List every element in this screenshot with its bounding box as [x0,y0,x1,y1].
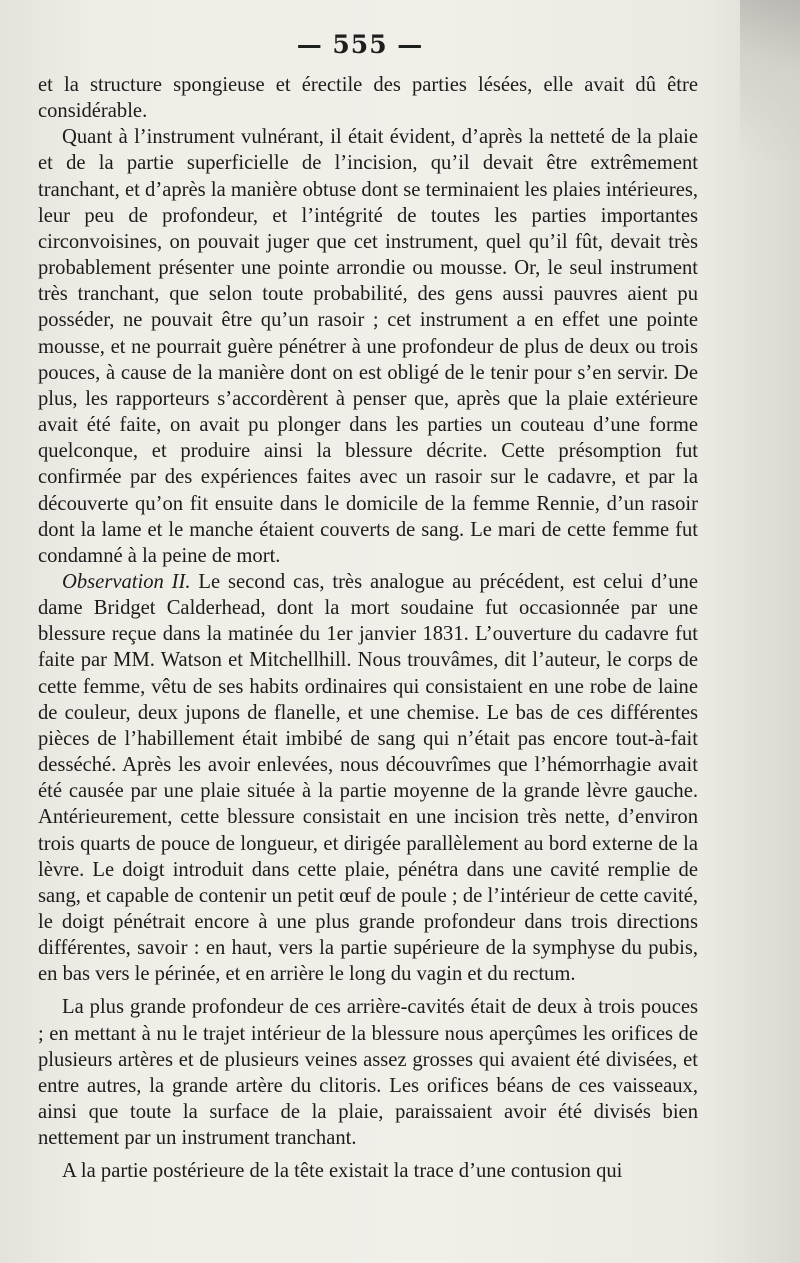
page-number: — 555 — [296,30,424,59]
body-text [38,72,698,1185]
paragraph-contusion: A la partie postérieure de la tête existait la trace d’une contusion qui [62,1160,623,1183]
paragraph-observation-2 [38,569,698,988]
paragraph-continuation: et la structure spongieuse et érectile des parties lésées, elle avait dû être considérable. [38,74,698,123]
paragraph-instrument: Quant à l’instrument vulnérant, il était évident, d’après la netteté de la plaie et de la partie superficielle de l’incision, qu’il devait être extrêmement tranchant, et d’après la manière obtuse dont se terminaient les plaies intérieures, leur peu de profondeur, et l’intégrité de toutes les parties importantes circonvoisines, on pouvait juger que cet instrument, quel qu’il fût, devait très probablement présenter une pointe arrondie ou mousse. Or, le seul instrument très tranchant, que selon toute probabilité, des gens aussi pauvres aient pu posséder, ne pouvait être qu’un rasoir ; cet instrument a en effet une pointe mousse, et ne pourrait guère pénétrer à une profondeur de plus de deux ou trois pouces, à cause de la manière dont on est obligé de le tenir pour s’en servir. De plus, les rapporteurs s’accordèrent à penser que, après que la plaie extérieure avait été faite, on avait pu plonger dans les parties un couteau d’une forme quelconque, et produire ainsi la blessure décrite. Cette présomption fut confirmée par des expériences faites avec un rasoir sur le cadavre, et par la découverte qu’on fit ensuite dans le domicile de la femme Rennie, d’un rasoir dont la lame et le manche étaient couverts de sang. Le mari de cette femme fut condamné à la peine de mort. [38,126,698,567]
observation-label: Observation II. [62,570,191,593]
paragraph-depth: La plus grande profondeur de ces arrière-cavités était de deux à trois pouces ; en mettant à nu le trajet intérieur de la blessure nous aperçûmes les orifices de plusieurs artères et de plusieurs veines assez grosses qui avaient été divisées, et entre autres, la grande artère du clitoris. Les orifices béans de ces vaisseaux, ainsi que toute la surface de la plaie, paraissaient avoir été divisés bien nettement par un instrument tranchant. [38,996,698,1150]
page-edge-shadow [740,0,800,160]
observation-text: Le second cas, très analogue au précédent, est celui d’une dame Bridget Calderhead, dont la mort soudaine fut occasionnée par une blessure reçue dans la matinée du 1er janvier 1831. L’ouverture du cadavre fut faite par MM. Watson et Mitchellhill. Nous trouvâmes, dit l’auteur, le corps de cette femme, vêtu de ses habits ordinaires qui consistaient en une robe de laine de couleur, deux jupons de flanelle, et une chemise. Le bas de ces différentes pièces de l’habillement était imbibé de sang qui n’était pas encore tout-à-fait desséché. Après les avoir enlevées, nous découvrîmes que l’hémorrhagie avait été causée par une plaie située à la partie moyenne de la grande lèvre gauche. Antérieurement, cette blessure consistait en une incision très nette, d’environ trois quarts de pouce de longueur, et dirigée parallèlement au bord externe de la lèvre. Le doigt introduit dans cette plaie, pénétra dans une cavité remplie de sang, et capable de contenir un petit œuf de poule ; de l’intérieur de cette cavité, le doigt pénétrait encore à une plus grande profondeur dans trois directions différentes, savoir : en haut, vers la partie supérieure de la symphyse du pubis, en bas vers le périnée, et en arrière le long du vagin et du rectum. [38,570,698,986]
